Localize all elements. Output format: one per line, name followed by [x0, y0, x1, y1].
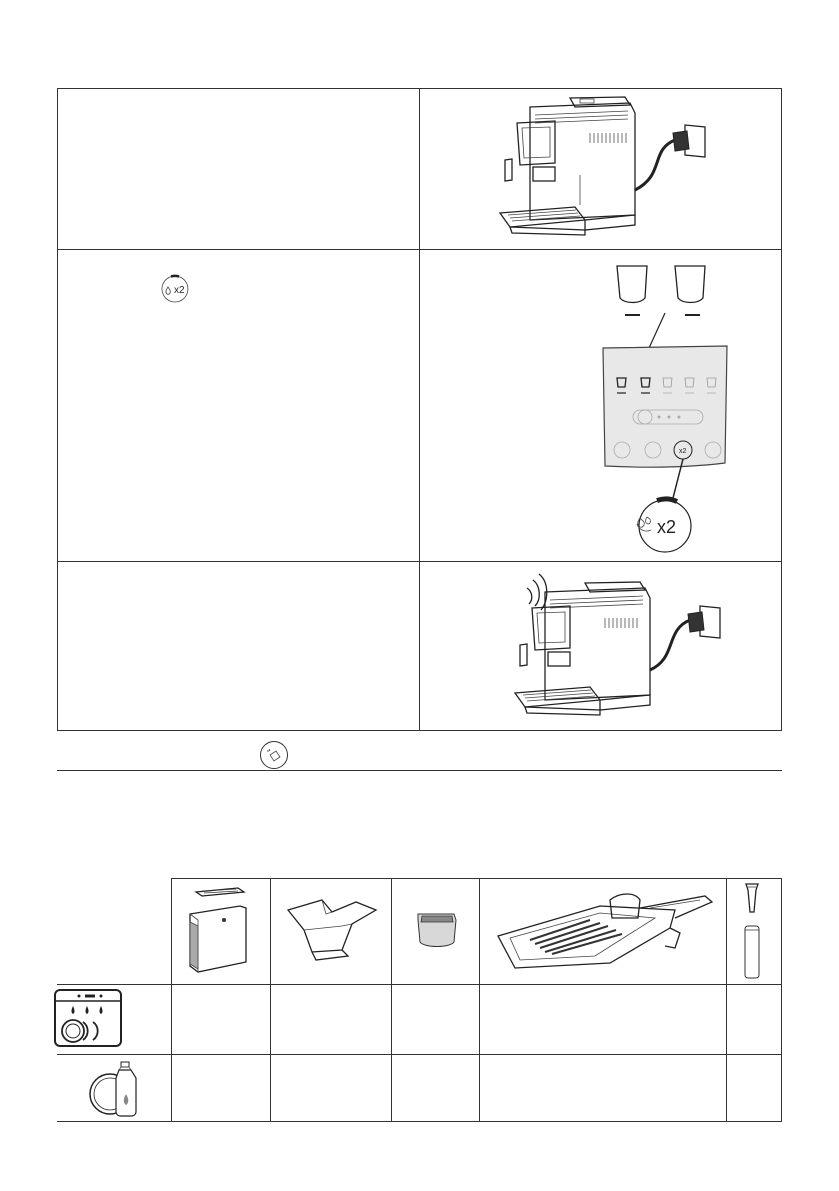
table-col-divider-3: [479, 878, 480, 1122]
control-panel-illustration: [595, 258, 735, 558]
grid-divider-vertical: [419, 88, 420, 731]
descale-x2-inline-icon: [160, 275, 190, 303]
part-drip-tray-assembly: [490, 888, 720, 978]
handwash-icon: [88, 1058, 140, 1118]
panel-x2-small-label: x2: [679, 448, 687, 455]
cup-icon: [617, 266, 705, 303]
grid-divider-row-1: [57, 249, 782, 250]
table-row-divider-1: [57, 984, 782, 985]
part-grounds-container: [282, 890, 382, 970]
inline-x2-label: x2: [174, 285, 185, 296]
table-col-divider-1: [270, 878, 271, 1122]
table-col-divider-4: [726, 878, 727, 1122]
table-bottom-line: [57, 1121, 782, 1122]
section-divider: [57, 770, 782, 771]
panel-x2-zoom-label: x2: [657, 517, 677, 537]
clean-icon: [260, 741, 288, 769]
dishwasher-icon: [53, 988, 125, 1050]
table-row-divider-2: [57, 1054, 782, 1055]
machine-running-illustration: [505, 570, 735, 725]
plug-icon-2: [688, 612, 704, 632]
grid-divider-row-2: [57, 561, 782, 562]
table-col-divider-2: [391, 878, 392, 1122]
part-tube-parts: [738, 882, 768, 980]
part-small-container: [410, 908, 465, 953]
machine-plugged-illustration: [490, 95, 720, 240]
part-drip-tray-container: [180, 884, 260, 979]
plug-icon: [673, 131, 689, 151]
